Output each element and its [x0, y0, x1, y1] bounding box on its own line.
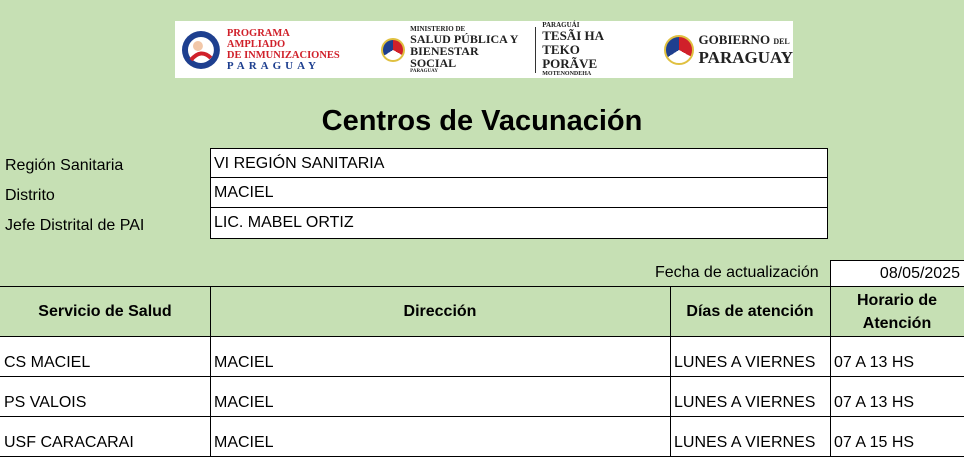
cell-dias: LUNES A VIERNES: [674, 354, 816, 371]
cell-direccion: MACIEL: [214, 434, 274, 451]
distrito-value: MACIEL: [210, 178, 828, 208]
pai-line3: PARAGUAY: [226, 59, 320, 72]
cell-direccion: MACIEL: [214, 394, 274, 411]
page-title: Centros de Vacunación: [321, 105, 643, 137]
cell-horario: 07 A 13 HS: [834, 394, 915, 411]
table-row: [0, 417, 964, 457]
tesai-small: PARAGUÁI: [542, 21, 580, 29]
cell-servicio: PS VALOIS: [4, 394, 87, 411]
header-horario: Horario de Atención: [856, 291, 937, 332]
cell-horario: 07 A 13 HS: [834, 354, 915, 371]
ministry-line2: BIENESTAR SOCIAL: [410, 43, 479, 70]
table-row: [0, 337, 964, 377]
distrito-label: Distrito: [5, 187, 55, 204]
gobierno-logo: [664, 21, 793, 78]
ministry-country: PARAGUAY: [410, 68, 438, 74]
region-label: Región Sanitaria: [5, 157, 124, 174]
logo-divider: [535, 27, 536, 73]
header-dias: Días de atención: [686, 303, 814, 320]
pai-line2: DE INMUNIZACIONES: [226, 49, 340, 61]
paraguay-seal-icon: [381, 38, 405, 62]
ministry-line1: SALUD PÚBLICA Y: [410, 31, 519, 46]
column-divider: [210, 286, 211, 457]
pai-line1: PROGRAMA AMPLIADO: [226, 27, 290, 50]
cell-servicio: USF CARACARAI: [4, 434, 134, 451]
logo-strip: [175, 21, 793, 78]
gob-line2: PARAGUAY: [698, 48, 793, 67]
tesai-line1: TESÃI HA TEKO: [542, 28, 604, 57]
table-header: [0, 286, 964, 337]
header-servicio: Servicio de Salud: [38, 303, 172, 320]
table-row: [0, 377, 964, 417]
cell-direccion: MACIEL: [214, 354, 274, 371]
jefe-label: Jefe Distrital de PAI: [5, 217, 145, 234]
fecha-label: Fecha de actualización: [655, 264, 819, 281]
tesai-line2: PORÃVE: [542, 56, 598, 71]
cell-dias: LUNES A VIERNES: [674, 394, 816, 411]
gob-line1: GOBIERNO: [698, 32, 771, 47]
cell-horario: 07 A 15 HS: [834, 434, 915, 451]
ministry-logo: [381, 21, 527, 78]
jefe-value: LIC. MABEL ORTIZ: [210, 208, 828, 239]
cell-dias: LUNES A VIERNES: [674, 434, 816, 451]
tesai-logo: [542, 21, 643, 78]
fecha-value: 08/05/2025: [830, 260, 964, 286]
gobierno-seal-icon: [664, 35, 694, 65]
header-direccion: Dirección: [403, 303, 477, 320]
region-value: VI REGIÓN SANITARIA: [210, 148, 828, 178]
pai-logo: [175, 21, 349, 78]
ministry-small: MINISTERIO DE: [410, 24, 466, 33]
tesai-sub: MOTENONDEHA: [542, 71, 592, 77]
cell-servicio: CS MACIEL: [4, 354, 91, 371]
pai-emblem-icon: [179, 28, 223, 72]
gob-del: DEL: [773, 37, 790, 46]
column-divider: [670, 286, 671, 457]
column-divider: [830, 286, 831, 457]
